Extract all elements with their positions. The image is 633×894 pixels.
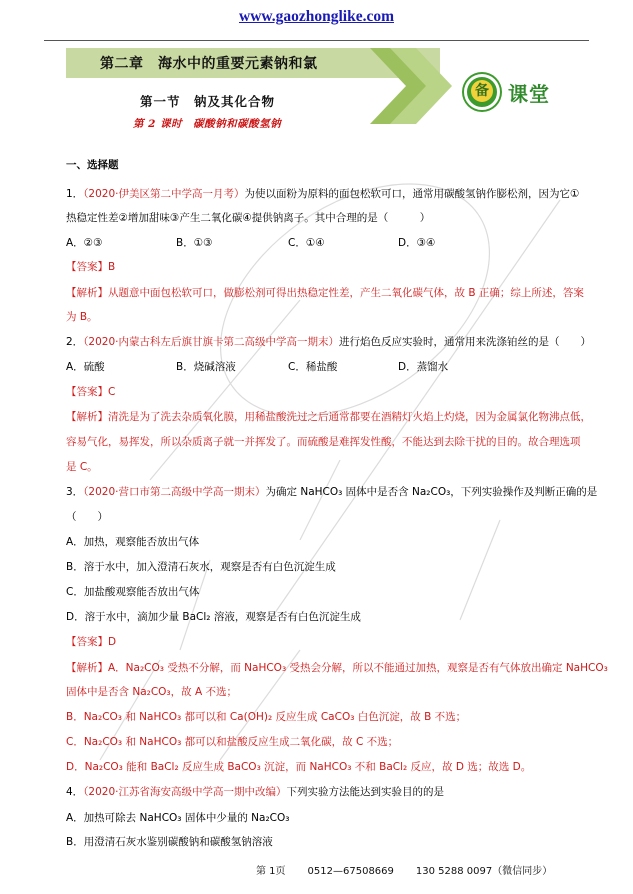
question-1-stem-2: 热稳定性差②增加甜味③产生二氧化碳④提供钠离子。其中合理的是（ ） — [66, 212, 431, 224]
question-3-stem-1: 为确定 NaHCO₃ 固体中是否含 Na₂CO₃，下列实验操作及判断正确的是 — [265, 486, 598, 498]
question-1-source: （2020·伊美区第二中学高一月考） — [83, 188, 245, 200]
question-4-line-1 — [66, 785, 588, 800]
question-2-analysis-line-3: 是 C。 — [66, 461, 98, 473]
question-1-analysis-line-2: 为 B。 — [66, 311, 98, 323]
arrow-decoration-icon — [370, 42, 458, 130]
logo-badge-icon — [464, 74, 500, 110]
question-3-option-d: D．溶于水中，滴加少量 BaCl₂ 溶液，观察是否有白色沉淀生成 — [66, 611, 361, 623]
question-2-options — [66, 360, 588, 376]
question-3-analysis-line-5: D．Na₂CO₃ 能和 BaCl₂ 反应生成 BaCO₃ 沉淀，而 NaHCO₃ 不和 BaCl₂ 反应，故 D 选；故选 D。 — [66, 761, 532, 773]
logo-text: 课堂 — [508, 82, 550, 106]
question-3-source: （2020·营口市第二高级中学高一期末） — [83, 486, 266, 498]
question-1-option-c: C．①④ — [288, 237, 325, 249]
logo — [464, 74, 570, 110]
question-4-option-a: A．加热可除去 NaHCO₃ 固体中少量的 Na₂CO₃ — [66, 812, 290, 824]
question-3-number: 3． — [66, 486, 84, 498]
question-3-analysis-line-2: 固体中是否含 Na₂CO₃，故 A 不选； — [66, 686, 237, 698]
question-3-option-c: C．加盐酸观察能否放出气体 — [66, 586, 200, 598]
question-3-analysis-line-4: C．Na₂CO₃ 和 NaHCO₃ 都可以和盐酸反应生成二氧化碳，故 C 不选； — [66, 736, 399, 748]
question-1-stem-1: 为使以面粉为原料的面包松软可口，通常用碳酸氢钠作膨松剂，因为它① — [244, 188, 580, 200]
section-heading: 一、选择题 — [66, 159, 119, 171]
question-3-line-1 — [66, 485, 598, 500]
question-4-stem-1: 下列实验方法能达到实验目的的是 — [286, 786, 444, 798]
question-3-option-b: B．溶于水中，加入澄清石灰水，观察是否有白色沉淀生成 — [66, 561, 336, 573]
question-1-option-b: B．①③ — [176, 237, 213, 249]
question-2-option-b: B．烧碱溶液 — [176, 361, 236, 373]
question-2-number: 2． — [66, 336, 84, 348]
site-url-link[interactable]: www.gaozhonglike.com — [239, 8, 394, 25]
question-3-answer: 【答案】D — [66, 636, 117, 648]
question-1-option-a: A．②③ — [66, 237, 103, 249]
question-3-analysis-line-3: B．Na₂CO₃ 和 NaHCO₃ 都可以和 Ca(OH)₂ 反应生成 CaCO₃ 白色沉淀，故 B 不选； — [66, 711, 467, 723]
question-2-stem-1: 进行焰色反应实验时，通常用来洗涤铂丝的是（ ） — [339, 336, 591, 348]
section-title: 第一节 钠及其化合物 — [140, 94, 276, 109]
question-3-option-a: A．加热，观察能否放出气体 — [66, 536, 200, 548]
question-2-analysis-line-1: 【解析】清洗是为了洗去杂质氧化膜，用稀盐酸洗过之后通常都要在酒精灯火焰上灼烧，因为金属氯化物沸点低， — [66, 411, 591, 423]
question-2-option-c: C．稀盐酸 — [288, 361, 338, 373]
footer-phone-1: 0512—67508669 — [307, 866, 394, 877]
question-2-source: （2020·内蒙古科左后旗甘旗卡第二高级中学高一期末） — [83, 336, 339, 348]
chapter-title: 第二章 海水中的重要元素钠和氯 — [100, 56, 318, 72]
question-2-option-d: D．蒸馏水 — [398, 361, 449, 373]
question-3-stem-2: （ ） — [66, 511, 108, 523]
question-3-analysis-line-1: 【解析】A．Na₂CO₃ 受热不分解，而 NaHCO₃ 受热会分解，所以不能通过加热，观察是否有气体放出确定 NaHCO₃ — [66, 662, 608, 674]
question-1-analysis-line-1: 【解析】从题意中面包松软可口，做膨松剂可得出热稳定性差，产生二氧化碳气体，故 B 正确；综上所述，答案 — [66, 287, 584, 299]
question-4-number: 4． — [66, 786, 84, 798]
question-1-option-d: D．③④ — [398, 237, 436, 249]
lesson-title: 第 2 课时 碳酸钠和碳酸氢钠 — [133, 118, 282, 130]
question-2-analysis-line-2: 容易气化，易挥发，所以杂质离子就一并挥发了。而硫酸是难挥发性酸，不能达到去除干扰的目的。故合理选项 — [66, 436, 581, 448]
footer-phone-2: 130 5288 0097（微信同步） — [415, 866, 553, 877]
question-4-option-b: B．用澄清石灰水鉴别碳酸钠和碳酸氢钠溶液 — [66, 836, 273, 848]
logo-badge-char: 备 — [471, 80, 493, 102]
question-1-answer: 【答案】B — [66, 261, 116, 273]
question-2-line-1 — [66, 335, 591, 350]
page-number: 第 1页 — [256, 866, 286, 877]
header-rule — [44, 40, 589, 41]
question-1-options — [66, 236, 588, 252]
question-1-number: 1． — [66, 188, 84, 200]
question-1-line-1 — [66, 187, 588, 202]
question-2-option-a: A．硫酸 — [66, 361, 105, 373]
page-footer — [256, 862, 552, 877]
question-2-answer: 【答案】C — [66, 386, 116, 398]
question-4-source: （2020·江苏省海安高级中学高一期中改编） — [83, 786, 287, 798]
